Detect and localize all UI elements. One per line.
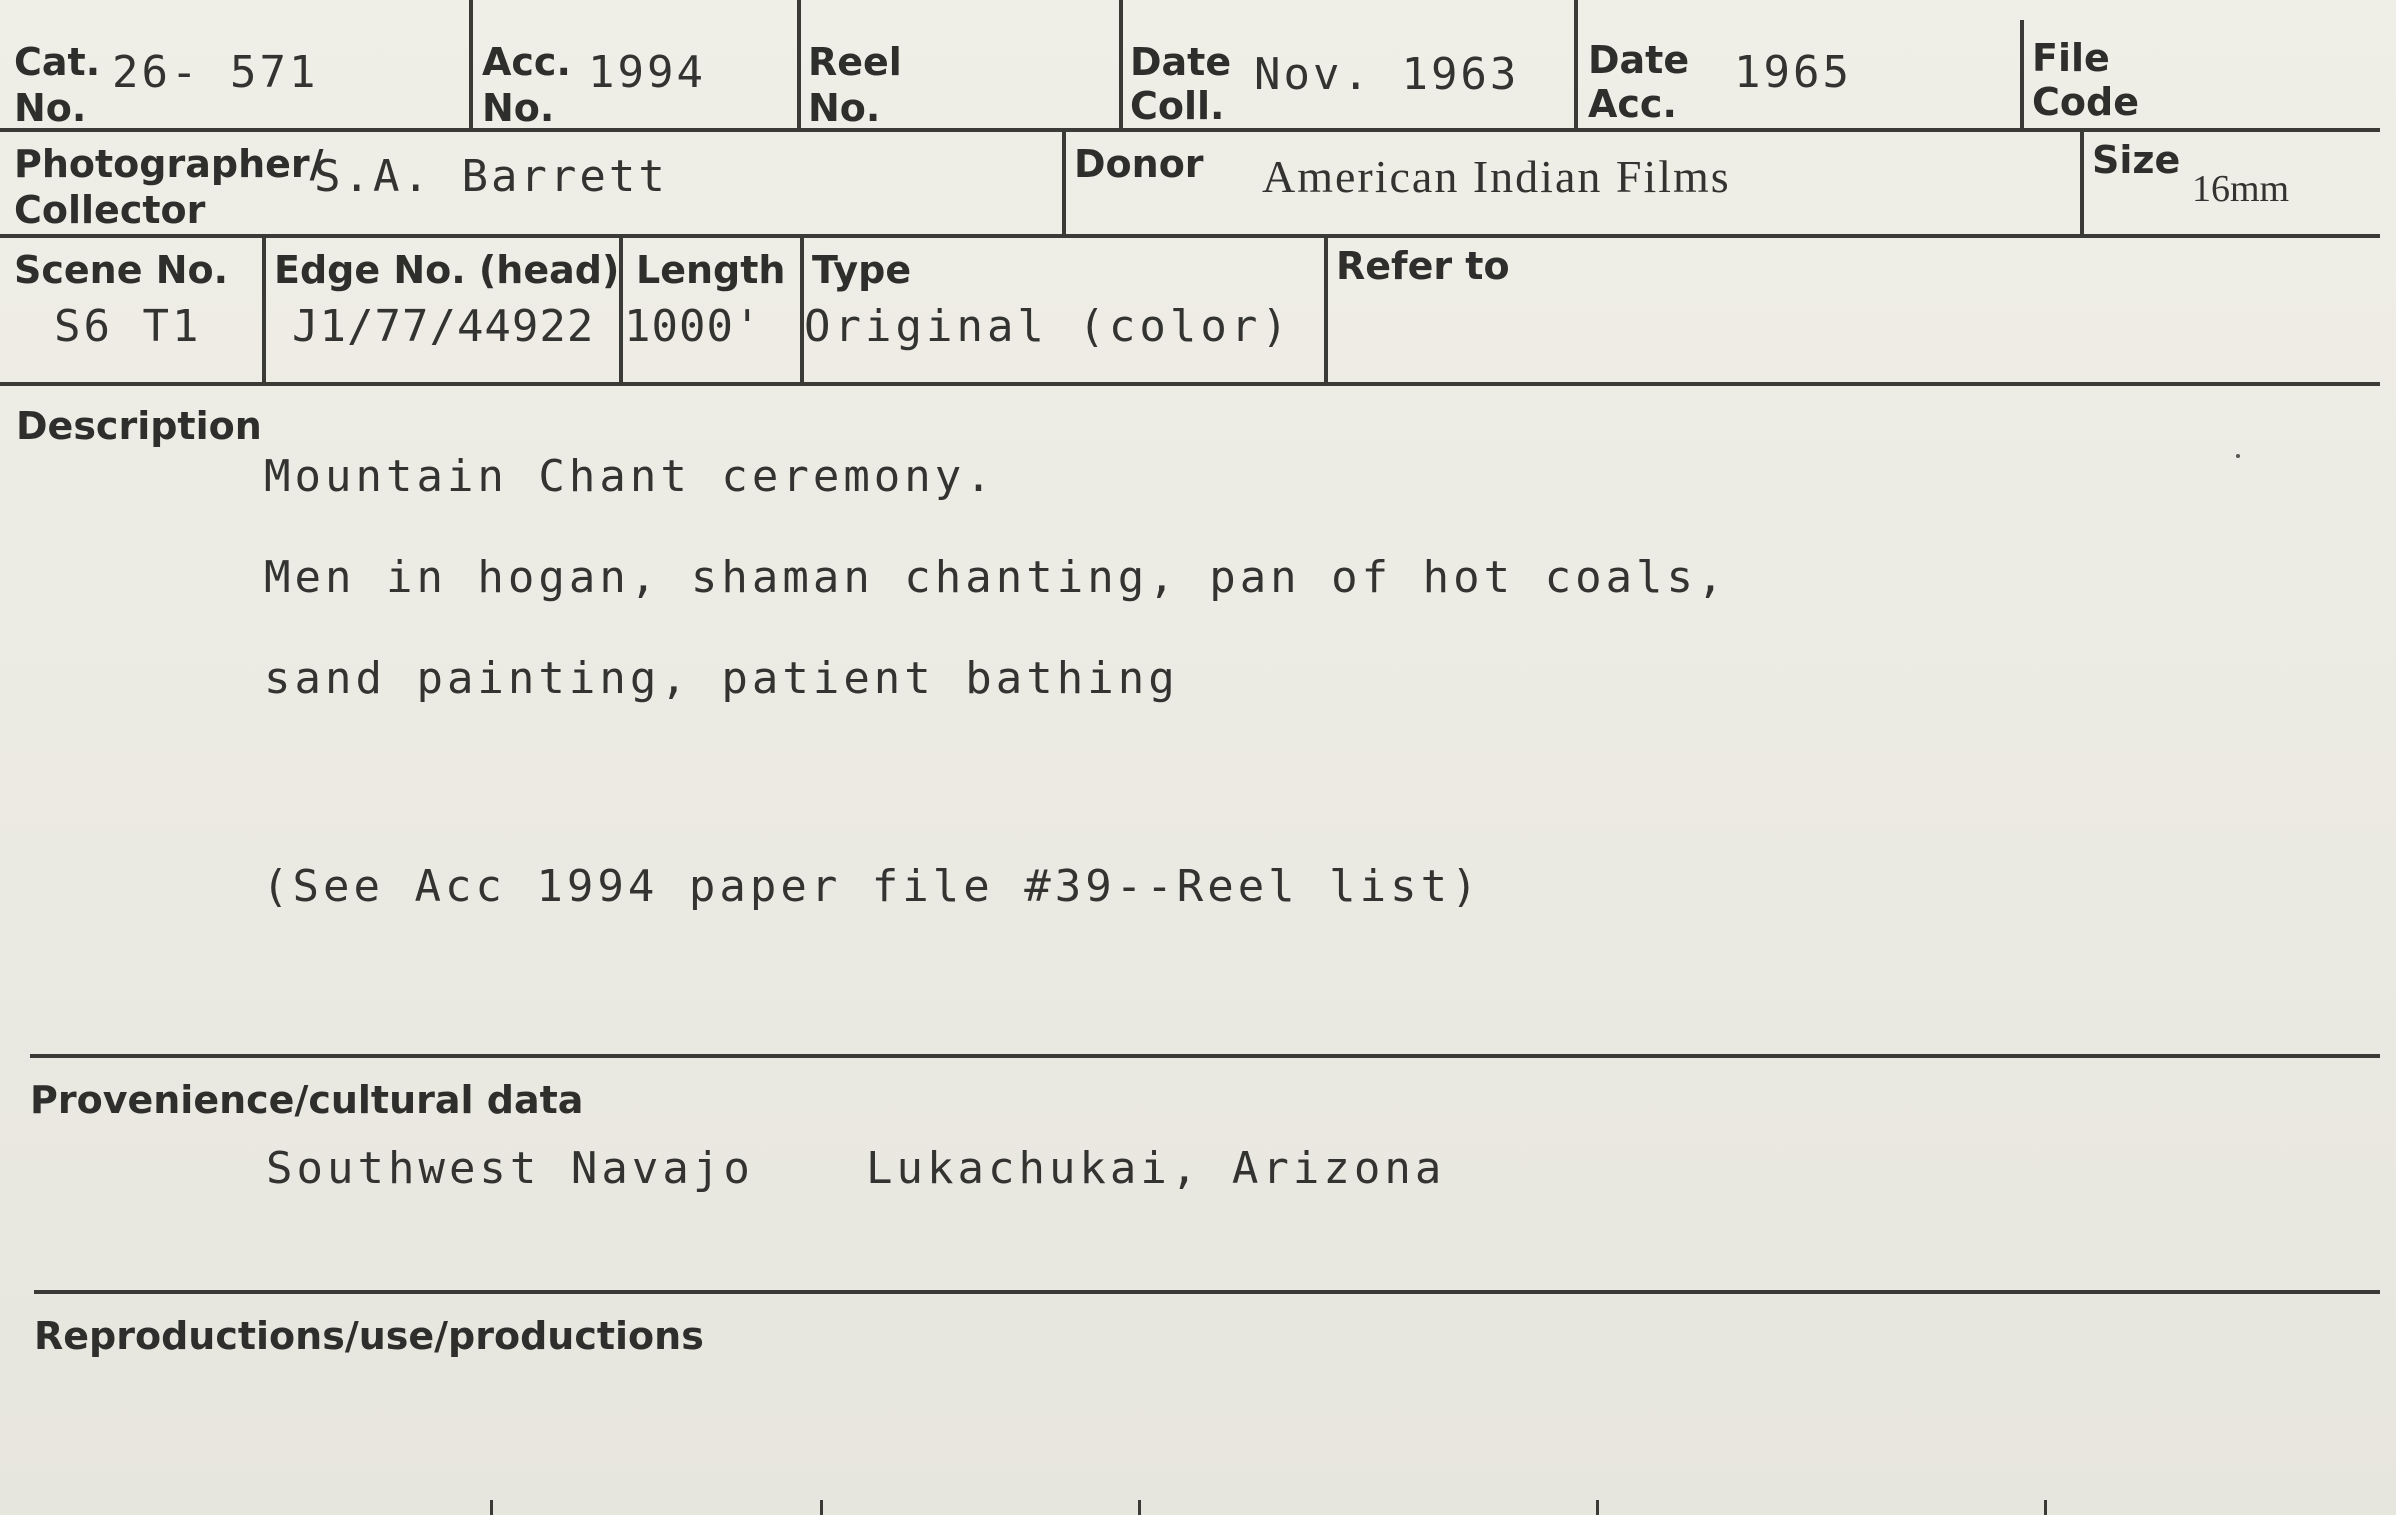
row3-divider-2 bbox=[619, 238, 623, 384]
provenience-top-rule bbox=[30, 1054, 2380, 1058]
scene-number-label: Scene No. bbox=[14, 248, 229, 292]
acc-number-value: 1994 bbox=[588, 47, 706, 98]
date-coll-label-line1: Date bbox=[1130, 40, 1232, 84]
row2-divider-1 bbox=[1062, 132, 1066, 236]
row2-bottom-rule bbox=[0, 234, 2380, 238]
row1-divider-1 bbox=[469, 0, 473, 130]
type-label: Type bbox=[812, 248, 912, 292]
photographer-label-line1: Photographer/ bbox=[14, 142, 324, 186]
file-code-label-line1: File bbox=[2032, 36, 2110, 80]
description-line-1: Mountain Chant ceremony. bbox=[264, 451, 996, 502]
date-accessioned-value: 1965 bbox=[1734, 47, 1852, 98]
row1-divider-2 bbox=[797, 0, 801, 130]
bottom-tick-2 bbox=[820, 1500, 823, 1515]
donor-label: Donor bbox=[1074, 142, 1204, 186]
bottom-tick-3 bbox=[1138, 1500, 1141, 1515]
description-line-3: sand painting, patient bathing bbox=[264, 653, 1179, 704]
bottom-tick-1 bbox=[490, 1500, 493, 1515]
bottom-tick-4 bbox=[1596, 1500, 1599, 1515]
provenience-location-value: Lukachukai, Arizona bbox=[866, 1143, 1446, 1194]
date-acc-label-line1: Date bbox=[1588, 38, 1690, 82]
acc-label-line1: Acc. bbox=[482, 40, 571, 84]
length-value: 1000' bbox=[624, 301, 762, 352]
provenience-culture-value: Southwest Navajo bbox=[266, 1143, 754, 1194]
row3-divider-1 bbox=[262, 238, 266, 384]
donor-value: American Indian Films bbox=[1262, 151, 1731, 202]
edge-number-label: Edge No. (head) bbox=[274, 248, 620, 292]
cat-number-value: 26- 571 bbox=[112, 47, 319, 98]
reproductions-label: Reproductions/use/productions bbox=[34, 1314, 704, 1358]
edge-number-value: J1/77/44922 bbox=[292, 301, 595, 352]
description-reference-note: (See Acc 1994 paper file #39--Reel list) bbox=[262, 861, 1482, 912]
refer-to-label: Refer to bbox=[1336, 244, 1510, 288]
row1-divider-4 bbox=[1574, 0, 1578, 130]
description-line-2: Men in hogan, shaman chanting, pan of hot coals, bbox=[264, 552, 1728, 603]
row1-divider-5 bbox=[2020, 20, 2024, 130]
row2-divider-2 bbox=[2080, 132, 2084, 236]
description-label: Description bbox=[16, 404, 262, 448]
row3-divider-4 bbox=[1324, 238, 1328, 384]
date-collected-value: Nov. 1963 bbox=[1254, 49, 1520, 100]
provenience-label: Provenience/cultural data bbox=[30, 1078, 584, 1122]
reel-label-line1: Reel bbox=[808, 40, 902, 84]
type-value: Original (color) bbox=[804, 301, 1292, 352]
cat-label-line1: Cat. bbox=[14, 40, 101, 84]
file-code-label-line2: Code bbox=[2032, 80, 2139, 124]
size-label: Size bbox=[2092, 138, 2181, 182]
bottom-tick-5 bbox=[2044, 1500, 2047, 1515]
cat-label-line2: No. bbox=[14, 86, 87, 130]
paper-speck bbox=[2236, 454, 2240, 458]
size-value: 16mm bbox=[2192, 168, 2290, 210]
row3-bottom-rule bbox=[0, 382, 2380, 386]
date-coll-label-line2: Coll. bbox=[1130, 84, 1225, 128]
row1-divider-3 bbox=[1119, 0, 1123, 130]
reel-label-line2: No. bbox=[808, 86, 881, 130]
acc-label-line2: No. bbox=[482, 86, 555, 130]
photographer-label-line2: Collector bbox=[14, 188, 206, 232]
reproductions-top-rule bbox=[34, 1290, 2380, 1294]
length-label: Length bbox=[636, 248, 786, 292]
scene-number-value: S6 T1 bbox=[54, 301, 202, 352]
photographer-value: S.A. Barrett bbox=[314, 151, 668, 202]
date-acc-label-line2: Acc. bbox=[1588, 82, 1677, 126]
